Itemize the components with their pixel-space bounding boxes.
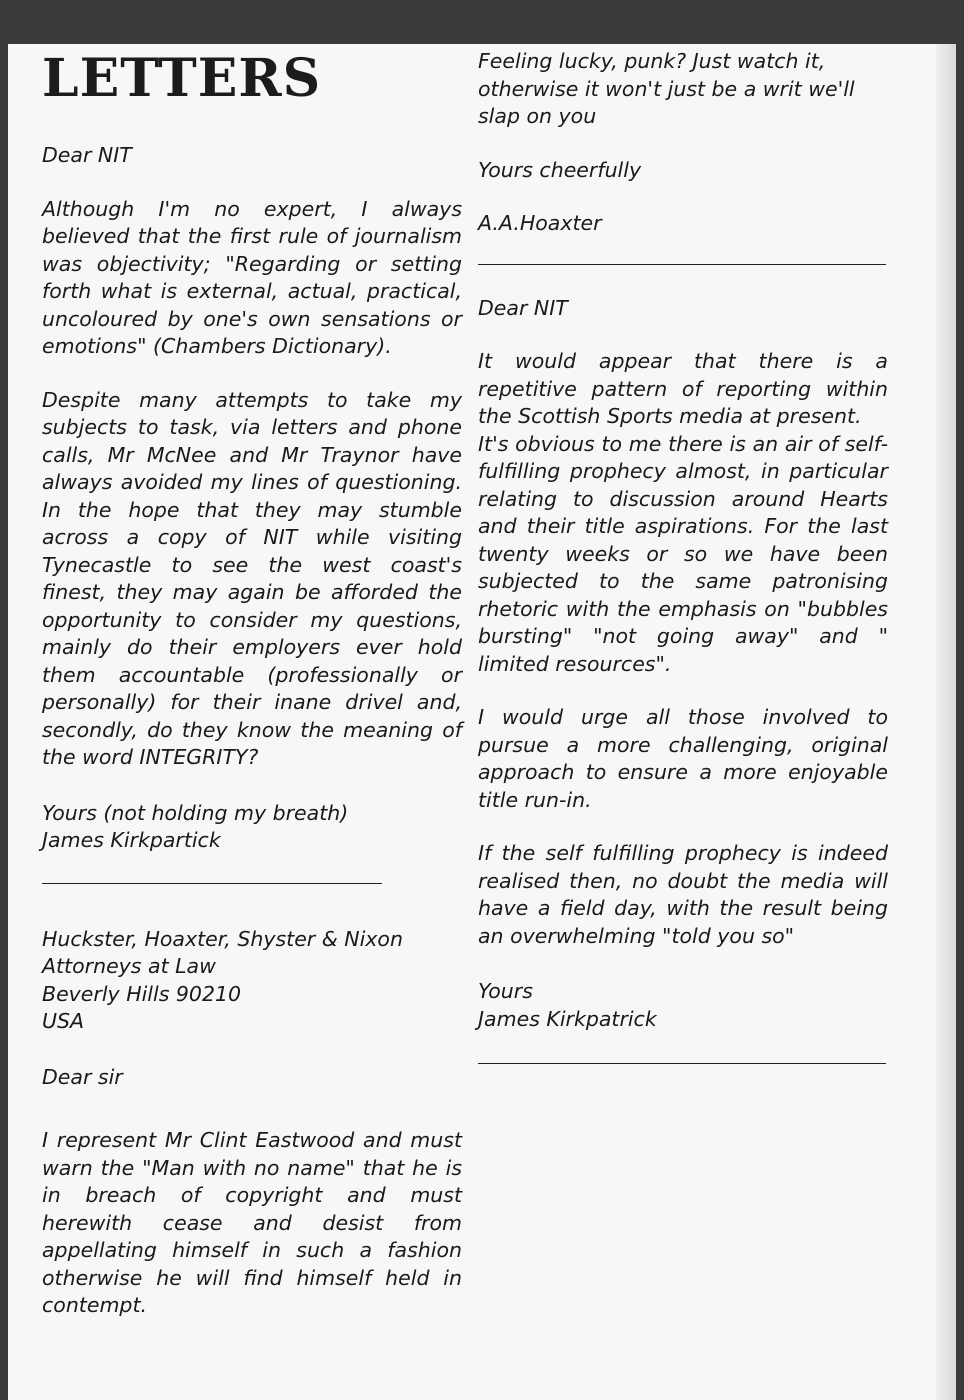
right-column <box>478 48 888 1064</box>
letter-2-paragraph: Feeling lucky, punk? Just watch it, otherwise it won't just be a writ we'll slap on you <box>478 49 855 128</box>
letter-2-address-line: Beverly Hills 90210 <box>42 981 242 1006</box>
letter-3-signoff: Yours <box>478 979 533 1003</box>
letter-divider <box>42 883 382 884</box>
letter-1-signature: James Kirkpartick <box>42 828 221 852</box>
letter-3-signature: James Kirkpatrick <box>478 1006 657 1031</box>
letter-divider <box>478 1063 886 1064</box>
letter-3-paragraph: It's obvious to me there is an air of self-fulfilling prophecy almost, in particular relating to discussion around Hearts and their title aspirations. For the last twenty weeks or so we have been subjected to the same patronising rhetoric with the emphasis on "bubbles bursting" "not going away" and " limited resources". <box>478 431 888 676</box>
letter-3-paragraph: If the self fulfilling prophecy is indeed realised then, no doubt the media will have a field day, with the result being an overwhelming "told you so" <box>478 841 888 948</box>
page-edge-shadow <box>936 44 956 1400</box>
letter-2-paragraph: I represent Mr Clint Eastwood and must warn the "Man with no name" that he is in breach of copyright and must herewith cease and desist from appellating himself in such a fashion otherwise he will find himself held in contempt. <box>42 1128 462 1317</box>
page-heading: LETTERS <box>42 48 322 109</box>
letter-2-signoff: Yours cheerfully <box>478 157 642 182</box>
letter-2-salutation: Dear sir <box>42 1064 123 1089</box>
letter-1-signoff: Yours (not holding my breath) <box>42 800 349 825</box>
letter-2-signature: A.A.Hoaxter <box>478 211 602 235</box>
letter-1-salutation: Dear NIT <box>42 143 132 167</box>
letter-2-address-line: USA <box>42 1009 85 1033</box>
letter-3-paragraph: I would urge all those involved to pursue a more challenging, original approach to ensure a more enjoyable title run-in. <box>478 705 888 812</box>
letter-1-paragraph: Although I'm no expert, I always believed that the first rule of journalism was objectivity; "Regarding or setting forth what is external, actual, practical, uncoloured by one's own sensations or emotions" (Chambers Dictionary). <box>42 196 462 358</box>
letter-2-address-line: Huckster, Hoaxter, Shyster & Nixon <box>42 926 403 951</box>
letter-2-address-line: Attorneys at Law <box>42 954 216 978</box>
letter-3-salutation: Dear NIT <box>478 295 568 320</box>
left-column <box>42 142 462 1320</box>
letter-3-paragraph: It would appear that there is a repetitive pattern of reporting within the Scottish Sports media at present. <box>478 349 888 428</box>
letter-divider <box>478 264 886 265</box>
letter-1-paragraph: Despite many attempts to take my subjects to task, via letters and phone calls, Mr McNee and Mr Traynor have always avoided my lines of questioning. In the hope that they may stumble across a copy of NIT while visiting Tynecastle to see the west coast's finest, they may again be afforded the opportunity to consider my questions, mainly do their employers ever hold them accountable (professionally or personally) for their inane drivel and, secondly, do they know the meaning of the word INTEGRITY? <box>42 387 462 769</box>
